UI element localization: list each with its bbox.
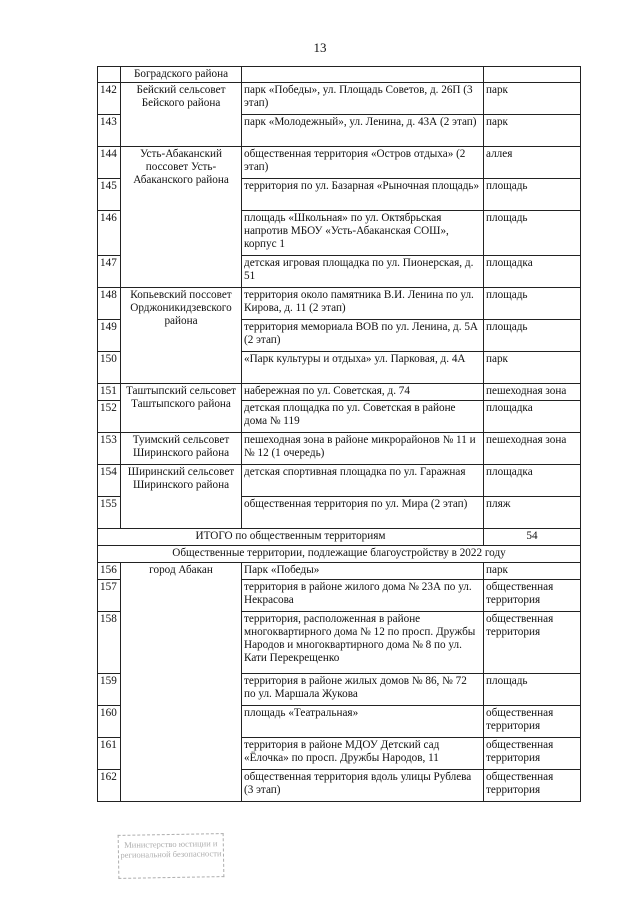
- page-number: 13: [313, 40, 327, 55]
- type-cell: площадь: [484, 320, 581, 352]
- municipality-cell: Копьевский поссовет Орджоникидзевского района: [121, 288, 242, 384]
- row-number: 161: [98, 738, 121, 770]
- type-cell: площадь: [484, 674, 581, 706]
- type-cell: пешеходная зона: [484, 384, 581, 401]
- type-cell: общественная территория: [484, 580, 581, 612]
- row-number: 158: [98, 612, 121, 674]
- row-number: 159: [98, 674, 121, 706]
- territory-cell: территория мемориала ВОВ по ул. Ленина, д. 5А (2 этап): [242, 320, 484, 352]
- municipality-cell: Боградского района: [121, 67, 242, 83]
- territory-cell: территория в районе жилых домов № 86, № 72 по ул. Маршала Жукова: [242, 674, 484, 706]
- territory-cell: Парк «Победы»: [242, 563, 484, 580]
- table-row: [98, 465, 581, 497]
- row-number: 145: [98, 179, 121, 211]
- municipality-cell: Бейский сельсовет Бейского района: [121, 83, 242, 147]
- territory-cell: территория, расположенная в районе многоквартирного дома № 12 по просп. Дружбы Народов и многоквартирного дома № 8 по ул. Кати Перекрещенко: [242, 612, 484, 674]
- row-number: 154: [98, 465, 121, 497]
- type-cell: площадка: [484, 401, 581, 433]
- municipality-cell: Туимский сельсовет Ширинского района: [121, 433, 242, 465]
- row-number: 153: [98, 433, 121, 465]
- municipality-cell: Таштыпский сельсовет Таштыпского района: [121, 384, 242, 433]
- territory-cell: [242, 67, 484, 83]
- territory-cell: территория по ул. Базарная «Рыночная площадь»: [242, 179, 484, 211]
- row-number: 150: [98, 352, 121, 384]
- territory-cell: площадь «Театральная»: [242, 706, 484, 738]
- table-row: [98, 563, 581, 580]
- territory-cell: детская площадка по ул. Советская в районе дома № 119: [242, 401, 484, 433]
- territory-cell: общественная территория «Остров отдыха» (2 этап): [242, 147, 484, 179]
- row-number: 148: [98, 288, 121, 320]
- type-cell: парк: [484, 83, 581, 115]
- row-number: 157: [98, 580, 121, 612]
- type-cell: площадь: [484, 288, 581, 320]
- territory-cell: территория около памятника В.И. Ленина по ул. Кирова, д. 11 (2 этап): [242, 288, 484, 320]
- summary-value: 54: [484, 529, 581, 546]
- type-cell: площадка: [484, 465, 581, 497]
- row-number: 162: [98, 770, 121, 802]
- type-cell: площадка: [484, 256, 581, 288]
- row-number: 152: [98, 401, 121, 433]
- territory-cell: территория в районе МДОУ Детский сад «Ёлочка» по просп. Дружбы Народов, 11: [242, 738, 484, 770]
- table-row: [98, 288, 581, 320]
- territory-cell: общественная территория по ул. Мира (2 этап): [242, 497, 484, 529]
- territory-cell: территория в районе жилого дома № 23А по ул. Некрасова: [242, 580, 484, 612]
- section-header-row: [98, 546, 581, 563]
- table-row: [98, 147, 581, 179]
- row-number: 151: [98, 384, 121, 401]
- territory-cell: детская игровая площадка по ул. Пионерская, д. 51: [242, 256, 484, 288]
- type-cell: площадь: [484, 211, 581, 256]
- type-cell: парк: [484, 352, 581, 384]
- territory-cell: площадь «Школьная» по ул. Октябрьская напротив МБОУ «Усть-Абаканская СОШ», корпус 1: [242, 211, 484, 256]
- type-cell: аллея: [484, 147, 581, 179]
- row-number: [98, 67, 121, 83]
- stamp: [118, 833, 225, 879]
- row-number: 156: [98, 563, 121, 580]
- table-row: [98, 67, 581, 83]
- territory-cell: парк «Победы», ул. Площадь Советов, д. 26П (3 этап): [242, 83, 484, 115]
- territory-cell: общественная территория вдоль улицы Рублева (3 этап): [242, 770, 484, 802]
- type-cell: общественная территория: [484, 738, 581, 770]
- row-number: 160: [98, 706, 121, 738]
- type-cell: площадь: [484, 179, 581, 211]
- row-number: 147: [98, 256, 121, 288]
- type-cell: [484, 67, 581, 83]
- summary-row: [98, 529, 581, 546]
- type-cell: общественная территория: [484, 706, 581, 738]
- type-cell: парк: [484, 115, 581, 147]
- territory-cell: парк «Молодежный», ул. Ленина, д. 43А (2 этап): [242, 115, 484, 147]
- stamp-text: Министерство юстиции и региональной безопасности: [120, 838, 222, 860]
- row-number: 149: [98, 320, 121, 352]
- summary-label: ИТОГО по общественным территориям: [98, 529, 484, 546]
- row-number: 143: [98, 115, 121, 147]
- section-title: Общественные территории, подлежащие благоустройству в 2022 году: [98, 546, 581, 563]
- table-row: [98, 433, 581, 465]
- type-cell: общественная территория: [484, 770, 581, 802]
- municipality-cell: Усть-Абаканский поссовет Усть-Абаканского района: [121, 147, 242, 288]
- row-number: 146: [98, 211, 121, 256]
- territory-table: [97, 66, 581, 802]
- table-row: [98, 83, 581, 115]
- table-row: [98, 384, 581, 401]
- type-cell: пляж: [484, 497, 581, 529]
- territory-cell: «Парк культуры и отдыха» ул. Парковая, д. 4А: [242, 352, 484, 384]
- row-number: 144: [98, 147, 121, 179]
- territory-cell: детская спортивная площадка по ул. Гаражная: [242, 465, 484, 497]
- territory-cell: набережная по ул. Советская, д. 74: [242, 384, 484, 401]
- type-cell: парк: [484, 563, 581, 580]
- municipality-cell: город Абакан: [121, 563, 242, 802]
- municipality-cell: Ширинский сельсовет Ширинского района: [121, 465, 242, 529]
- row-number: 155: [98, 497, 121, 529]
- row-number: 142: [98, 83, 121, 115]
- type-cell: пешеходная зона: [484, 433, 581, 465]
- territory-cell: пешеходная зона в районе микрорайонов № 11 и № 12 (1 очередь): [242, 433, 484, 465]
- type-cell: общественная территория: [484, 612, 581, 674]
